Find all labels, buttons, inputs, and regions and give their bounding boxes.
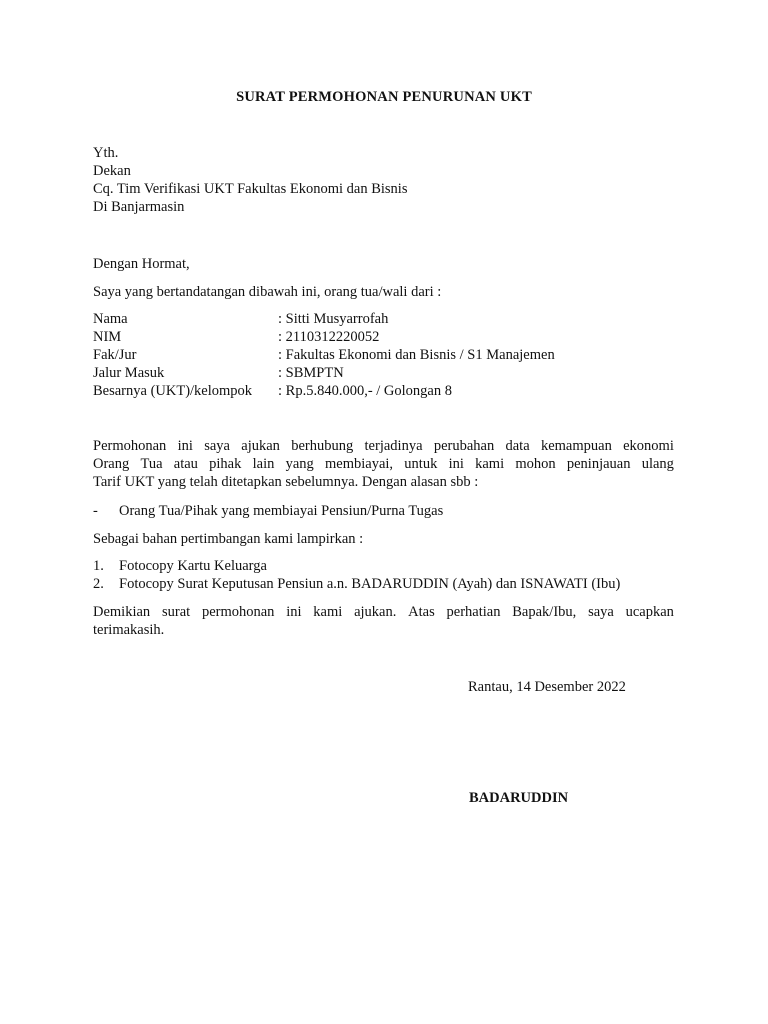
reason-text: Orang Tua/Pihak yang membiayai Pensiun/Purna Tugas [119, 503, 444, 519]
word: terjadinya [364, 438, 423, 454]
word: perhatian [446, 604, 501, 620]
field-value: : SBMPTN [278, 365, 344, 381]
word: untuk [404, 456, 438, 472]
word: perubahan [433, 438, 495, 454]
word: pihak [209, 456, 242, 472]
word: Tua [140, 456, 163, 472]
list-item [93, 575, 620, 593]
field-label: Fak/Jur [93, 347, 137, 363]
field-label: Besarnya (UKT)/kelompok [93, 383, 253, 399]
field-row [93, 310, 555, 328]
letter-title: SURAT PERMOHONAN PENURUNAN UKT [236, 89, 532, 105]
field-value: : Fakultas Ekonomi dan Bisnis / S1 Manajemen [278, 347, 555, 363]
closing-line [93, 603, 674, 621]
field-row [93, 346, 555, 364]
intro-sentence: Saya yang bertandatangan dibawah ini, orang tua/wali dari : [93, 284, 442, 300]
word: mohon [515, 456, 556, 472]
word: berhubung [291, 438, 354, 454]
addressee-line: Yth. [93, 145, 119, 161]
reason-bullet: - [93, 503, 98, 519]
word: ucapkan [625, 604, 674, 620]
attachments-intro: Sebagai bahan pertimbangan kami lampirkan : [93, 531, 364, 547]
list-item [93, 557, 620, 575]
word: ini [448, 456, 464, 472]
field-label: Jalur Masuk [93, 365, 165, 381]
request-paragraph [93, 437, 674, 491]
word: membiayai, [325, 456, 394, 472]
word: ajukan. [354, 604, 397, 620]
word: Permohonan [93, 438, 167, 454]
field-value: : Sitti Musyarrofah [278, 311, 389, 327]
list-number: 1. [93, 558, 104, 574]
word: ekonomi [623, 438, 674, 454]
paragraph-line [93, 455, 674, 473]
word: lain [252, 456, 275, 472]
field-row [93, 382, 555, 400]
signer-name: BADARUDDIN [469, 790, 569, 806]
word: yang [285, 456, 314, 472]
field-value: : 2110312220052 [278, 329, 380, 345]
word: ulang [641, 456, 674, 472]
addressee-line: Cq. Tim Verifikasi UKT Fakultas Ekonomi dan Bisnis [93, 181, 408, 197]
closing-paragraph [93, 603, 674, 639]
addressee-line: Di Banjarmasin [93, 199, 185, 215]
word: kami [313, 604, 343, 620]
paragraph-line: Tarif UKT yang telah ditetapkan sebelumnya. Dengan alasan sbb : [93, 474, 479, 490]
word: saya [204, 438, 230, 454]
field-label: Nama [93, 311, 128, 327]
identity-fields [93, 310, 555, 400]
word: atau [173, 456, 198, 472]
word: saya [588, 604, 614, 620]
word: data [505, 438, 530, 454]
word: surat [161, 604, 191, 620]
field-label: NIM [93, 329, 122, 345]
word: Bapak/Ibu, [512, 604, 577, 620]
greeting: Dengan Hormat, [93, 256, 190, 272]
list-text: Fotocopy Surat Keputusan Pensiun a.n. BADARUDDIN (Ayah) dan ISNAWATI (Ibu) [119, 576, 621, 592]
field-row [93, 364, 555, 382]
field-value: : Rp.5.840.000,- / Golongan 8 [278, 383, 452, 399]
word: ini [177, 438, 193, 454]
place-date: Rantau, 14 Desember 2022 [468, 679, 626, 695]
attachments-list [93, 557, 620, 593]
list-number: 2. [93, 576, 104, 592]
list-text: Fotocopy Kartu Keluarga [119, 558, 267, 574]
word: kami [475, 456, 505, 472]
word: ajukan [241, 438, 280, 454]
addressee-block [93, 144, 407, 216]
word: Atas [408, 604, 435, 620]
word: ini [286, 604, 302, 620]
reason-item [93, 502, 443, 520]
closing-line: terimakasih. [93, 622, 165, 638]
word: Demikian [93, 604, 151, 620]
addressee-line: Dekan [93, 163, 131, 179]
word: Orang [93, 456, 130, 472]
word: peninjauan [566, 456, 631, 472]
paragraph-line [93, 437, 674, 455]
field-row [93, 328, 555, 346]
word: kemampuan [540, 438, 612, 454]
word: permohonan [201, 604, 275, 620]
